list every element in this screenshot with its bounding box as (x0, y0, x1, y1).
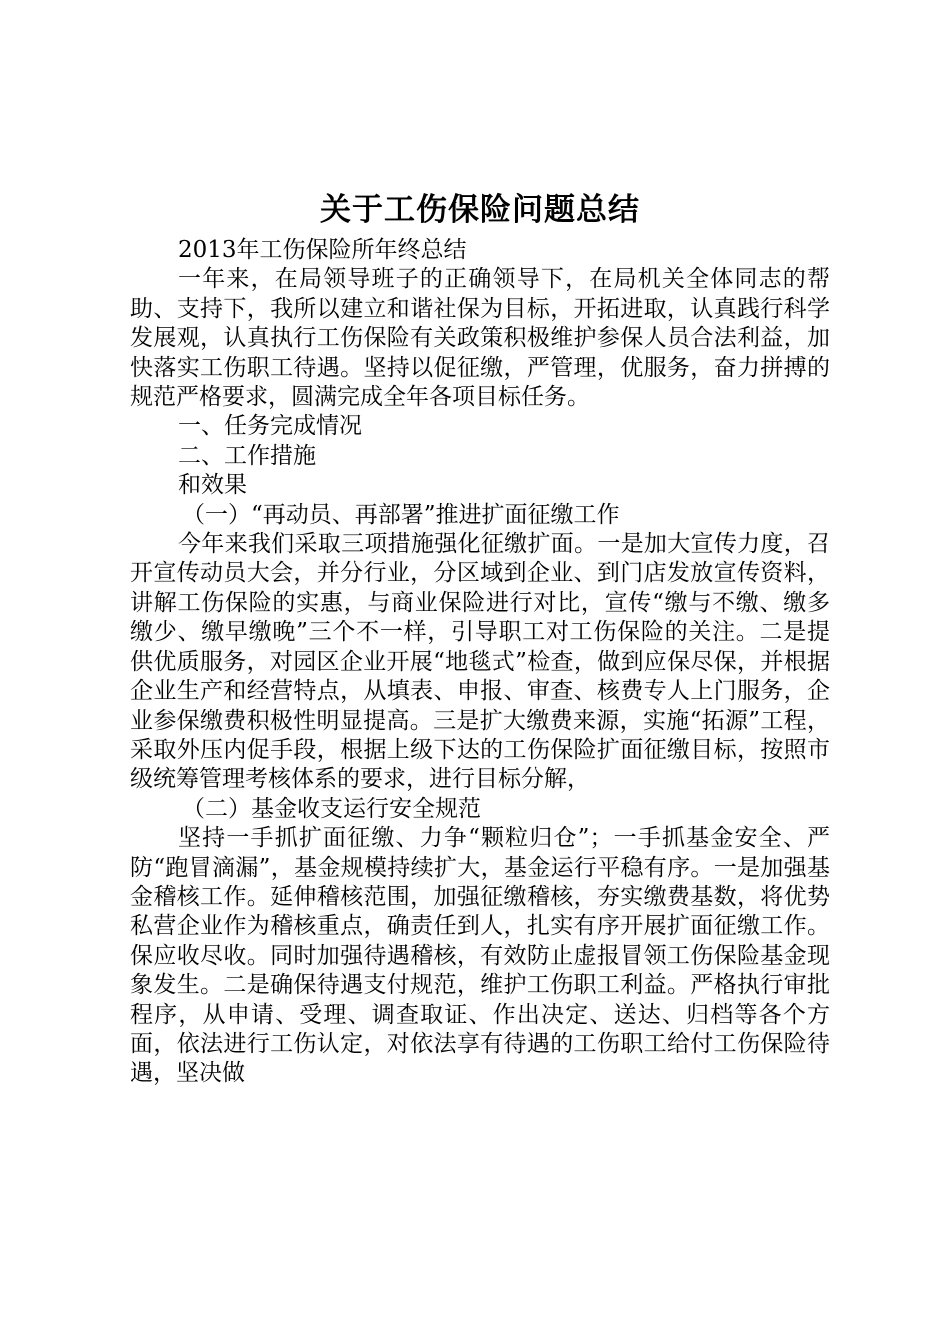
document-subtitle: 2013年工伤保险所年终总结 (178, 237, 467, 263)
section-heading-2-cont: 和效果 (178, 472, 247, 499)
subsection-heading-2: （二）基金收支运行安全规范 (182, 795, 481, 822)
section-heading-2: 二、工作措施 (178, 442, 316, 469)
section-heading-1: 一、任务完成情况 (178, 413, 362, 440)
document-body (130, 236, 830, 1089)
paragraph-intro: 一年来，在局领导班子的正确领导下，在局机关全体同志的帮助、支持下，我所以建立和谐社保为目标，开拓进取，认真践行科学发展观，认真执行工伤保险有关政策积极维护参保人员合法利益，加快落实工伤职工待遇。坚持以促征缴，严管理，优服务，奋力拼搏的规范严格要求，圆满完成全年各项目标任务。 (130, 266, 830, 411)
document-page (130, 188, 830, 1089)
paragraph-expansion: 今年来我们采取三项措施强化征缴扩面。一是加大宣传力度，召开宣传动员大会，并分行业，分区域到企业、到门店发放宣传资料，讲解工伤保险的实惠，与商业保险进行对比，宣传“缴与不缴、缴多缴少、缴早缴晚”三个不一样，引导职工对工伤保险的关注。二是提供优质服务，对园区企业开展“地毯式”检查，做到应保尽保，并根据企业生产和经营特点，从填表、申报、审查、核费专人上门服务，企业参保缴费积极性明显提高。三是扩大缴费来源，实施“拓源”工程，采取外压内促手段，根据上级下达的工伤保险扩面征缴目标，按照市级统筹管理考核体系的要求，进行目标分解， (130, 531, 830, 793)
paragraph-fund: 坚持一手抓扩面征缴、力争“颗粒归仓”；一手抓基金安全、严防“跑冒滴漏”，基金规模持续扩大，基金运行平稳有序。一是加强基金稽核工作。延伸稽核范围，加强征缴稽核，夯实缴费基数，将优势私营企业作为稽核重点，确责任到人，扎实有序开展扩面征缴工作。保应收尽收。同时加强待遇稽核，有效防止虚报冒领工伤保险基金现象发生。二是确保待遇支付规范，维护工伤职工利益。严格执行审批程序，从申请、受理、调查取证、作出决定、送达、归档等各个方面，依法进行工伤认定，对依法享有待遇的工伤职工给付工伤保险待遇，坚决做 (130, 825, 830, 1087)
document-title: 关于工伤保险问题总结 (320, 192, 640, 228)
subsection-heading-1: （一）“再动员、再部署”推进扩面征缴工作 (182, 501, 620, 528)
